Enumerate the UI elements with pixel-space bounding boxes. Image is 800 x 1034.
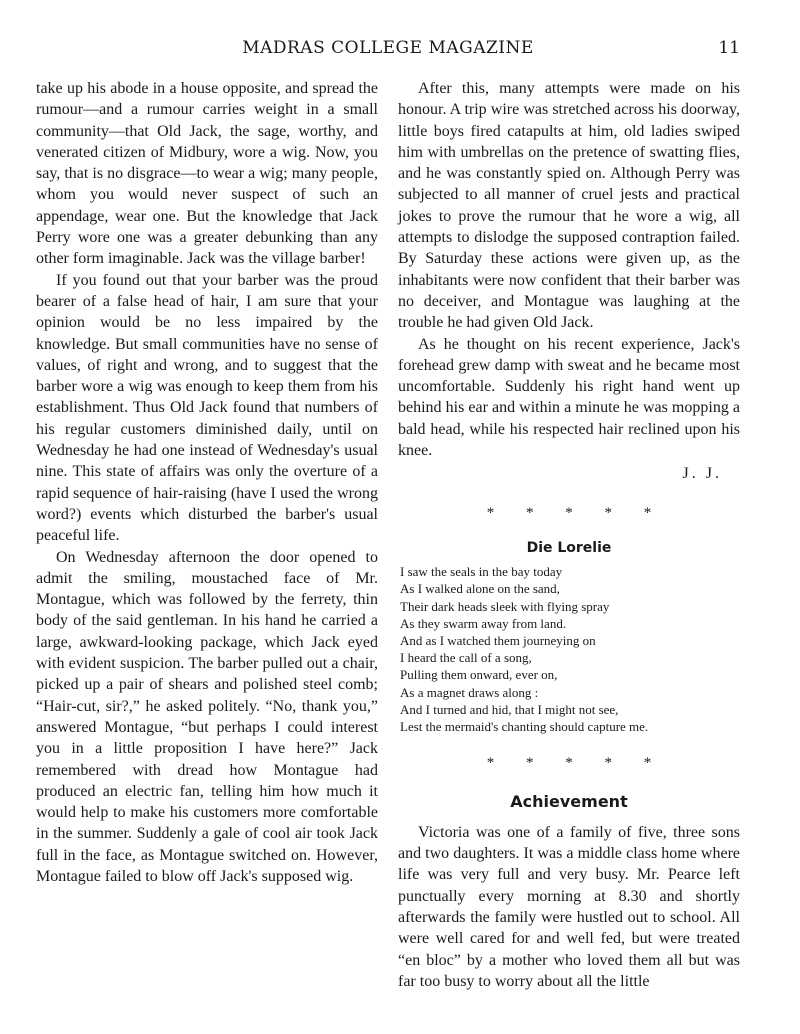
story-paragraph: If you found out that your barber was the proud bearer of a false head of hair, I am sure that your opinion would be no less impaired by the knowledge. But small communities have no sense of values, of right and wrong, and to suggest that the barber wore a wig was enough to keep them from his establishment. Thus Old Jack found that numbers of his regular customers diminished daily, until on Wednesday he had one instead of Wednesday's usual nine. This state of affairs was only the overture of a rapid sequence of hair-raising (have I used the wrong word?) events which disturbed the barber's usual peaceful life. <box>36 271 378 545</box>
article-title: Achievement <box>510 791 628 811</box>
poem-body <box>398 563 740 735</box>
poem-line: As they swarm away from land. <box>400 615 567 631</box>
poem-line: As I walked alone on the sand, <box>400 581 560 597</box>
poem-line: As a magnet draws along : <box>400 684 539 700</box>
story-paragraph: take up his abode in a house opposite, and spread the rumour—and a rumour carries weight in a small community—that Old Jack, the sage, worthy, and venerated citizen of Midbury, wore a wig. Now, you say, that is no disgrace—to wear a wig; many people, whom you would never suspect of such an appendage, wear one. But the knowledge that Jack Perry wore one was a greater debunking than any other form imaginable. Jack was the village barber! <box>36 80 378 268</box>
story-paragraph: On Wednesday afternoon the door opened to admit the smiling, moustached face of Mr. Montague, which was followed by the ferrety, thin body of the said gentleman. In his hand he carried a large, awkward-looking package, which Jack eyed with evident suspicion. The barber pulled out a chair, picked up a pair of shears and polished steel comb; “Hair-cut, sir?,” he asked politely. “No, thank you,” answered Montague, “but perhaps I could interest you in a little proposition I have here?” Jack remembered with dread how Montague had produced an electric fan, telling him how much it would help to make his customers more comfortable in the summer. Suddenly a gale of cool air took Jack full in the face, as Montague switched on. However, Montague failed to blow off Jack's supposed wig. <box>36 548 378 885</box>
page-header <box>36 38 740 64</box>
section-separator: * * * * * <box>486 504 666 521</box>
magazine-title: MADRAS COLLEGE MAGAZINE <box>242 38 534 58</box>
author-signature: J. J. <box>682 465 722 483</box>
poem-line: I saw the seals in the bay today <box>400 564 563 580</box>
page-number: 11 <box>718 38 740 58</box>
section-separator: * * * * * <box>486 755 666 772</box>
article-paragraph: Victoria was one of a family of five, three sons and two daughters. It was a middle class home where life was very full and very busy. Mr. Pearce left punctually every morning at 8.30 and shortly afterwards the family were hustled out to school. All were well cared for and well fed, but were treated “en bloc” by a mother who loved them all but was far too busy to worry about all the little <box>398 823 740 990</box>
poem-title: Die Lorelie <box>526 539 612 556</box>
poem-line: And as I watched them journeying on <box>400 633 596 649</box>
right-column <box>398 78 740 992</box>
poem-line: Pulling them onward, ever on, <box>400 667 558 683</box>
poem-line: I heard the call of a song, <box>400 650 532 666</box>
story-paragraph: As he thought on his recent experience, Jack's forehead grew damp with sweat and he became most uncomfortable. Suddenly his right hand went up behind his ear and within a minute he was mopping a bald head, while his respected hair reclined upon his knee. <box>398 335 740 460</box>
left-column <box>36 78 378 887</box>
poem-line: And I turned and hid, that I might not see, <box>400 701 619 717</box>
poem-line: Lest the mermaid's chanting should capture me. <box>400 719 649 735</box>
poem-line: Their dark heads sleek with flying spray <box>400 598 610 614</box>
story-paragraph: After this, many attempts were made on his honour. A trip wire was stretched across his doorway, little boys fired catapults at him, old ladies swiped him with umbrellas on the pretence of swatting flies, and he was constantly spied on. Although Perry was subjected to all manner of cruel jests and practical jokes to prove the rumour that he wore a wig, all attempts to dislodge the supposed contraption failed. By Saturday these actions were given up, as the inhabitants were now confident that their barber was no deceiver, and Montague was laughing at the trouble he had given Old Jack. <box>398 80 740 332</box>
